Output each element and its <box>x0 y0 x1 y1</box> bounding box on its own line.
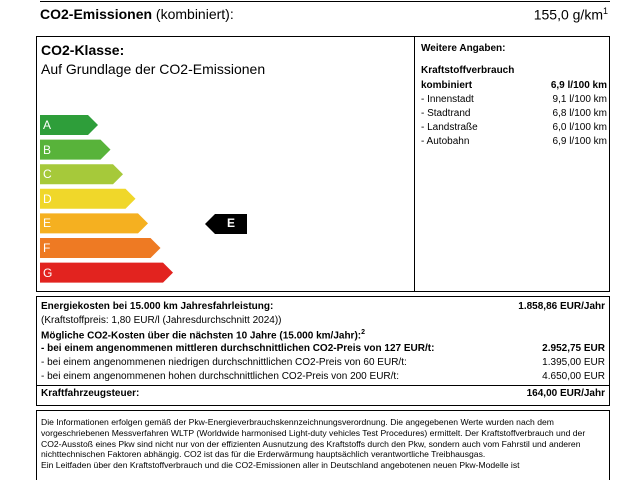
consumption-value: 6,0 l/100 km <box>552 122 607 133</box>
co2-class-title: CO2-Klasse: <box>41 42 125 58</box>
fuel-price-text: (Kraftstoffpreis: 1,80 EUR/l (Jahresdurchschnitt 2024)) <box>41 315 282 326</box>
consumption-row-stadtrand <box>421 108 607 122</box>
consumption-row-innenstadt <box>421 94 607 108</box>
co2-cost-low-value: 1.395,00 EUR <box>542 357 605 368</box>
consumption-value: 6,9 l/100 km <box>552 136 607 147</box>
co2-cost-mid-value: 2.952,75 EUR <box>542 343 605 354</box>
co2-class-bar-label: F <box>43 241 51 255</box>
co2-class-scale <box>37 37 337 291</box>
co2-cost-mid-label: - bei einem angenommenen mittleren durchschnittlichen CO2-Preis von 127 EUR/t: <box>41 343 435 354</box>
co2-costs-heading-row <box>41 329 607 343</box>
co2-cost-high-label: - bei einem angenommenen hohen durchschnittlichen CO2-Preis von 200 EUR/t: <box>41 371 399 382</box>
co2-class-bar-g <box>40 263 173 283</box>
current-class-letter: E <box>227 216 236 230</box>
fuel-consumption-title: Kraftstoffverbrauch <box>421 65 515 76</box>
co2-class-bar-d <box>40 189 136 209</box>
further-info-title: Weitere Angaben: <box>421 43 506 54</box>
consumption-name: - Autobahn <box>421 136 470 147</box>
current-class-arrow <box>205 214 247 234</box>
co2-emissions-row <box>40 6 610 26</box>
co2-class-bar-c <box>40 164 123 184</box>
consumption-row-combined <box>421 80 607 94</box>
vehicle-tax-value: 164,00 EUR/Jahr <box>526 388 605 399</box>
co2-costs-heading <box>41 329 365 341</box>
energy-costs-value: 1.858,86 EUR/Jahr <box>518 301 605 312</box>
co2-class-bar-label: E <box>43 216 52 231</box>
current-class-marker <box>205 214 247 234</box>
co2-class-bar-f <box>40 238 161 258</box>
costs-box <box>36 296 610 406</box>
co2-emissions-label <box>40 6 234 22</box>
co2-cost-mid-row <box>41 343 607 357</box>
co2-class-bar-label: B <box>43 142 52 157</box>
top-border-line <box>40 0 610 2</box>
legal-notes-text: Die Informationen erfolgen gemäß der Pkw-Energieverbrauchskennzeichnungsverordnung. Die angegebenen Werte wurden nach dem vorgeschriebenen Messverfahren WLTP (Worldwide harmonised Light-duty vehicles Test Procedures) ermittelt. Der Kraftstoffverbrauch und der CO2-Ausstoß eines Pkw sind nicht nur von der effizienten Ausnutzung des Kraftstoffs durch den Pkw, sondern auch vom Fahrstil und anderen nichttechnischen Faktoren abhängig. CO2 ist das für die Erderwärmung hauptsächlich verantwortliche Treibhausgas. <box>41 417 586 460</box>
co2-class-bar-label: C <box>43 167 52 182</box>
consumption-value: 9,1 l/100 km <box>552 94 607 105</box>
co2-emissions-footnote: 1 <box>602 6 608 16</box>
consumption-name: - Landstraße <box>421 122 478 133</box>
co2-cost-low-row <box>41 357 607 371</box>
consumption-row-landstrasse <box>421 122 607 136</box>
consumption-value: 6,8 l/100 km <box>552 108 607 119</box>
co2-class-bar-label: G <box>43 265 53 280</box>
co2-emissions-label-rest: (kombiniert): <box>152 6 234 22</box>
consumption-name: - Innenstadt <box>421 94 474 105</box>
vehicle-tax-row <box>41 388 607 402</box>
co2-emissions-label-bold: CO2-Emissionen <box>40 6 153 22</box>
co2-cost-high-value: 4.650,00 EUR <box>542 371 605 382</box>
co2-costs-heading-text: Mögliche CO2-Kosten über die nächsten 10 Jahre (15.000 km/Jahr): <box>41 330 362 342</box>
legal-notes-box <box>36 410 610 480</box>
co2-class-bar-e <box>40 213 148 233</box>
co2-costs-footnote: 2 <box>361 329 366 336</box>
energy-costs-row <box>41 301 607 315</box>
consumption-name: kombiniert <box>421 80 473 91</box>
co2-emissions-value-text: 155,0 g/km <box>533 6 603 23</box>
legal-notes-guide-text: Ein Leitfaden über den Kraftstoffverbrauch und die CO2-Emissionen aller in Deutschland angebotenen neuen Pkw-Modelle ist <box>41 460 520 471</box>
consumption-value: 6,9 l/100 km <box>550 80 607 91</box>
vehicle-tax-label: Kraftfahrzeugsteuer: <box>41 388 140 399</box>
further-info-panel <box>421 37 609 291</box>
co2-class-bar-label: D <box>43 191 52 206</box>
co2-class-bar-label: A <box>43 118 52 132</box>
co2-cost-low-label: - bei einem angenommenen niedrigen durchschnittlichen CO2-Preis von 60 EUR/t: <box>41 357 407 368</box>
co2-cost-high-row <box>41 371 607 385</box>
co2-class-box <box>36 36 610 292</box>
consumption-name: - Stadtrand <box>421 108 471 119</box>
co2-class-subtitle: Auf Grundlage der CO2-Emissionen <box>41 61 266 77</box>
costs-divider <box>37 385 609 386</box>
consumption-row-autobahn <box>421 136 607 150</box>
fuel-price-row <box>41 315 607 329</box>
energy-costs-label: Energiekosten bei 15.000 km Jahresfahrleistung: <box>41 301 274 312</box>
co2-emissions-value <box>534 6 608 23</box>
co2-class-panel <box>37 37 415 291</box>
